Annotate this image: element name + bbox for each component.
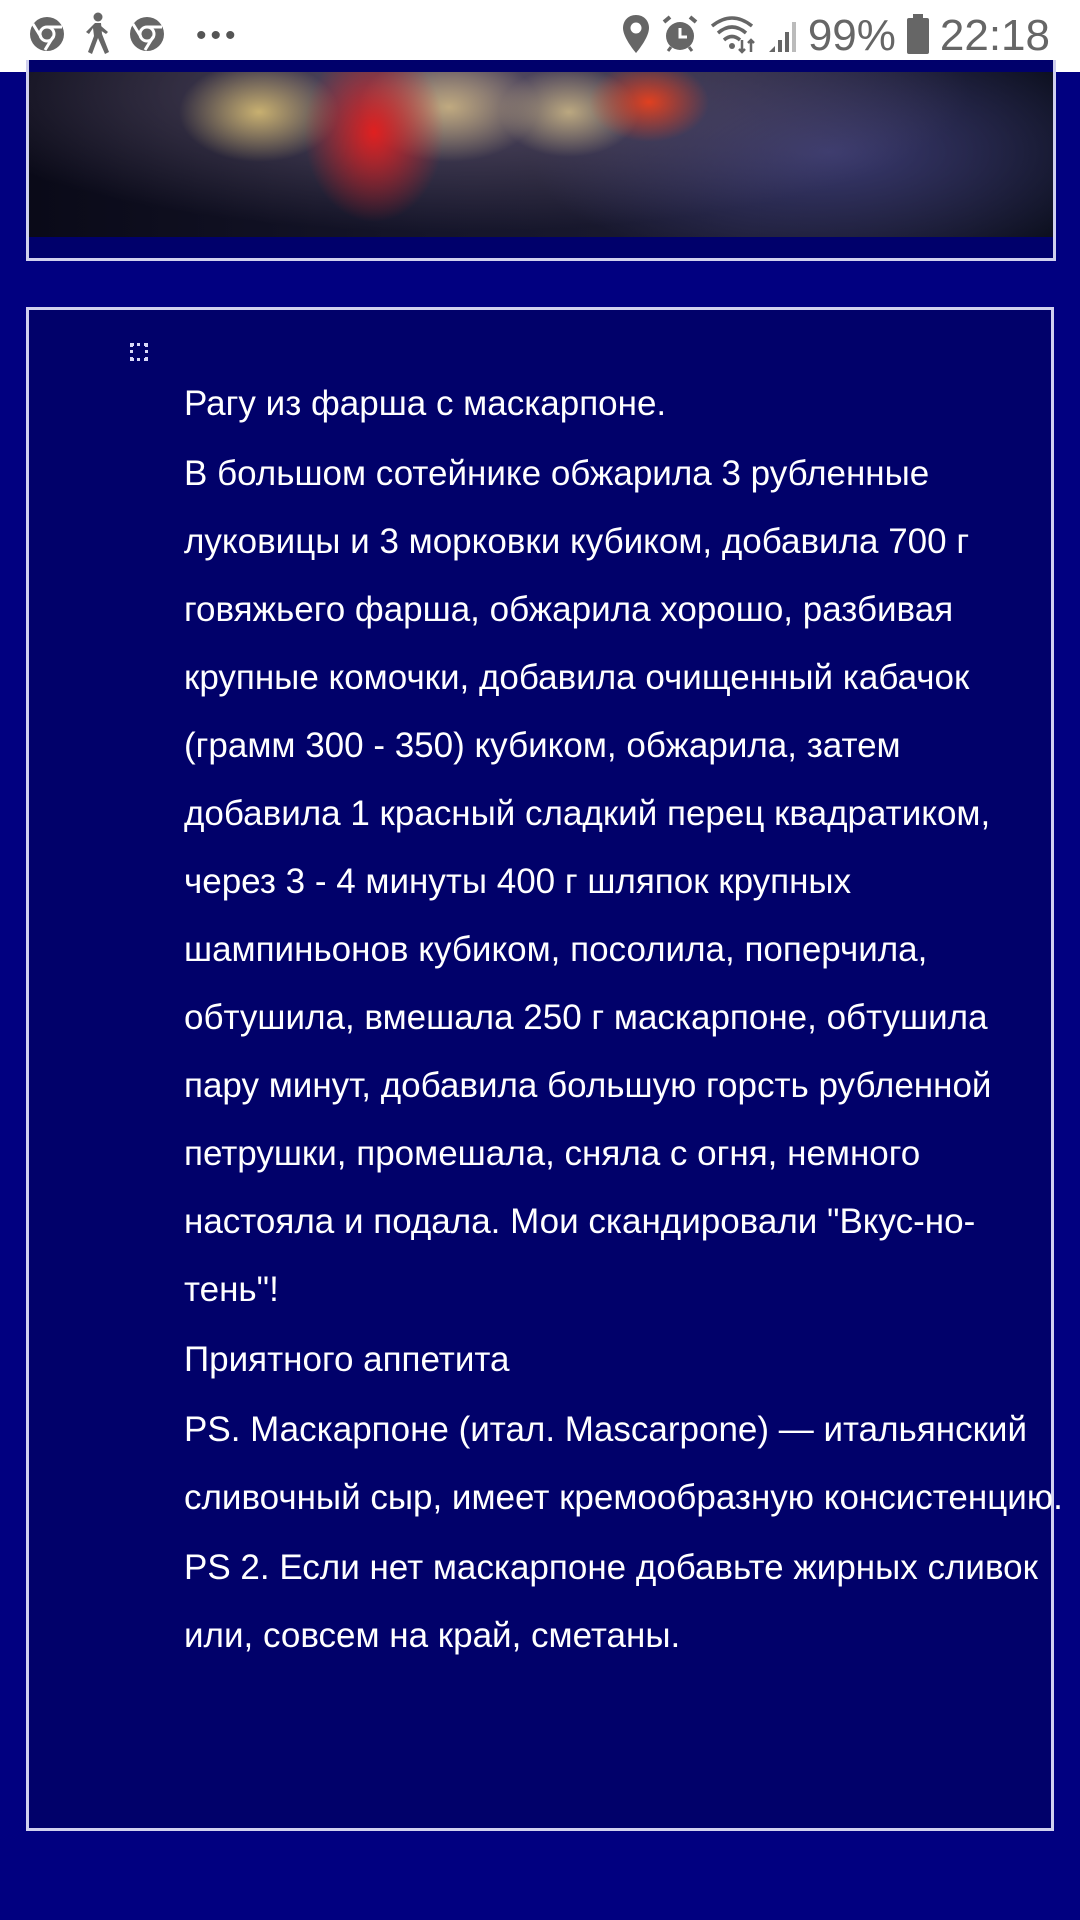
broken-image-icon[interactable]: [130, 343, 148, 361]
recipe-closing: Приятного аппетита: [184, 1340, 510, 1379]
recipe-card: [26, 307, 1063, 1831]
status-bar-left: [28, 14, 240, 58]
walking-icon: [80, 12, 114, 61]
wifi-icon: [710, 14, 758, 59]
recipe-ps1: PS. Маскарпоне (итал. Mascarpone) — итальянский сливочный сыр, имеет кремообразную консистенцию.: [184, 1410, 1063, 1517]
chrome-icon: [28, 15, 66, 58]
alarm-icon: [660, 14, 700, 59]
more-dots-icon: •••: [196, 19, 240, 52]
signal-icon: [768, 14, 798, 59]
food-image-card: [26, 60, 1056, 261]
battery-icon: [906, 13, 930, 60]
chrome-icon: [128, 15, 166, 58]
status-bar-right: [622, 10, 1050, 62]
recipe-article: [184, 370, 1064, 1670]
recipe-title: Рагу из фарша с маскарпоне.: [184, 384, 667, 423]
location-icon: [622, 14, 650, 59]
recipe-ps2: PS 2. Если нет маскарпоне добавьте жирных сливок или, совсем на край, сметаны.: [184, 1548, 1038, 1655]
battery-percent: 99%: [807, 11, 896, 60]
clock-time: 22:18: [939, 11, 1050, 60]
recipe-body: В большом сотейнике обжарила 3 рубленные луковицы и 3 морковки кубиком, добавила 700 г говяжьего фарша, обжарила хорошо, разбивая крупные комочки, добавила очищенный кабачок (грамм 300 - 350) кубиком, обжарила, затем добавила 1 красный сладкий перец квадратиком, через 3 - 4 минуты 400 г шляпок крупных шампиньонов кубиком, посолила, поперчила, обтушила, вмешала 250 г маскарпоне, обтушила пару минут, добавила большую горсть рубленной петрушки, промешала, сняла с огня, немного настояла и подала. Мои скандировали "Вкус-но-тень"!: [184, 454, 992, 1309]
food-photo[interactable]: [29, 72, 1053, 237]
